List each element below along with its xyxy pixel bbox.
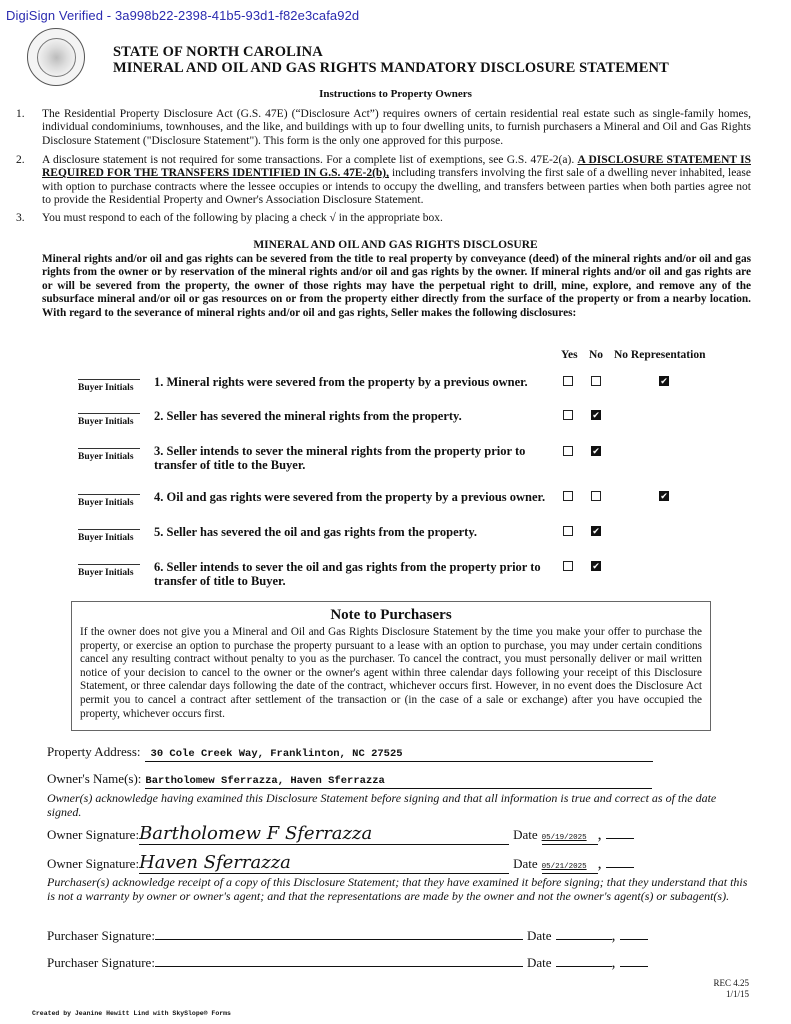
owner-signature-row-1: Owner Signature:Bartholomew F Sferrazza Date 05/19/2025 , <box>47 823 667 845</box>
year-field[interactable] <box>620 927 648 940</box>
checkbox-no[interactable] <box>591 491 601 501</box>
checkbox-no-representation[interactable] <box>659 376 669 386</box>
owners-name-label: Owner's Name(s): <box>47 771 142 786</box>
owner-signature: Bartholomew F Sferrazza <box>139 823 373 844</box>
seal-icon <box>27 28 85 86</box>
required-transfers-notice: A DISCLOSURE STATEMENT IS REQUIRED FOR THE TRANSFERS IDENTIFIED IN G.S. 47E-2(b), <box>42 154 751 180</box>
owner-signature: Haven Sferrazza <box>139 852 291 873</box>
date-field[interactable] <box>556 954 612 967</box>
checkbox-yes[interactable] <box>563 526 573 536</box>
question-text: 1. Mineral rights were severed from the property by a previous owner. <box>154 375 528 389</box>
column-header-yes: Yes <box>561 349 578 361</box>
year-field[interactable] <box>606 838 634 839</box>
checkbox-yes[interactable] <box>563 491 573 501</box>
owner-acknowledgement: Owner(s) acknowledge having examined this Disclosure Statement before signing and that all information is true and correct as of the date signed. <box>47 791 717 819</box>
column-header-no: No <box>589 349 604 361</box>
question-text: 6. Seller intends to sever the oil and gas rights from the property prior to transfer of title to Buyer. <box>154 560 541 588</box>
date-field[interactable] <box>556 927 612 940</box>
checkbox-yes[interactable] <box>563 376 573 386</box>
note-body: If the owner does not give you a Mineral and Oil and Gas Rights Disclosure Statement by the time you make your offer to purchase the property, or exercise an option to purchase the property pursuant to a lease with an option to purchase, you may under certain conditions cancel any resulting contract without penalty to you as the purchaser. To cancel the contract, you must personally deliver or mail written notice of your decision to cancel to the owner or the owner's agent within three calendar days following your receipt of this Disclosure Statement, or three calendar days following the date of the contract, whichever occurs first. However, in no event does the Disclosure Act permit you to cancel a contract after settlement of the transaction or (in the case of a sale or exchange) after you have occupied the property, whichever occurs first. <box>80 626 702 720</box>
instruction-item-2: 2. A disclosure statement is not required for some transactions. For a complete list of exemptions, see G.S. 47E-2(a). A DISCLOSURE STATEMENT IS REQUIRED FOR THE TRANSFERS IDENTIFIED IN G.S. 47E-2(b), including transfers involving the first sale of a dwelling never inhabited, lease with option to purchase contracts where the lessee occupies or intends to occupy the dwelling, and transfers between parties when both parties agree not to provide the Residential Property and Owner's Association Disclosure Statement. <box>16 154 751 206</box>
disclosure-heading: MINERAL AND OIL AND GAS RIGHTS DISCLOSURE <box>253 239 538 251</box>
document-title: MINERAL AND OIL AND GAS RIGHTS MANDATORY DISCLOSURE STATEMENT <box>113 60 669 76</box>
owners-name-row <box>47 770 657 789</box>
form-code: REC 4.25 1/1/15 <box>713 978 749 999</box>
checkbox-yes[interactable] <box>563 561 573 571</box>
checkbox-no[interactable] <box>591 410 601 420</box>
checkbox-no[interactable] <box>591 446 601 456</box>
question-text: 5. Seller has severed the oil and gas rights from the property. <box>154 525 478 539</box>
owners-name-field[interactable]: Bartholomew Sferrazza, Haven Sferrazza <box>145 770 652 789</box>
buyer-initials-field[interactable]: Buyer Initials <box>78 379 140 393</box>
note-to-purchasers-box <box>71 601 711 731</box>
year-field[interactable] <box>606 867 634 868</box>
checkbox-no[interactable] <box>591 561 601 571</box>
buyer-initials-field[interactable]: Buyer Initials <box>78 529 140 543</box>
property-address-field[interactable]: 30 Cole Creek Way, Franklinton, NC 27525 <box>145 743 653 762</box>
instruction-item-3: 3. You must respond to each of the following by placing a check √ in the appropriate box. <box>16 212 443 224</box>
disclosure-body: Mineral rights and/or oil and gas rights can be severed from the title to real property by conveyance (deed) of the mineral rights and/or oil and gas rights from the owner or by reservation of the mineral rights and/or oil and gas rights by the owner. If mineral rights and/or oil and gas rights are or will be severed from the property, the owner of those rights may have the perpetual right to drill, mine, explore, and remove any of the subsurface mineral and/or oil or gas resources on or from the property either directly from the surface of the property or from a nearby location. With regard to the severance of mineral rights and/or oil and gas rights, Seller makes the following disclosures: <box>42 253 751 319</box>
property-address-label: Property Address: <box>47 744 141 759</box>
buyer-initials-field[interactable]: Buyer Initials <box>78 448 140 462</box>
purchaser-signature-row-2: Purchaser Signature: Date , <box>47 952 667 972</box>
footer-credit: Created by Jeanine Hewitt Lind with SkySlope® Forms <box>32 1010 231 1017</box>
purchaser-signature-row-1: Purchaser Signature: Date , <box>47 925 667 945</box>
owner-signature-field[interactable] <box>139 852 509 874</box>
instruction-item-1: 1. The Residential Property Disclosure Act (G.S. 47E) (“Disclosure Act”) requires owners of certain residential real estate such as single-family homes, individual condominiums, townhouses, and the like, and buildings with up to four dwelling units, to furnish purchasers a Mineral and Oil and Gas Rights Disclosure Statement ("Disclosure Statement"). This form is the only one approved for this purpose. <box>16 108 751 147</box>
checkbox-no[interactable] <box>591 526 601 536</box>
property-address-row <box>47 743 657 762</box>
checkbox-no-representation[interactable] <box>659 491 669 501</box>
instructions-heading: Instructions to Property Owners <box>319 88 472 100</box>
buyer-initials-field[interactable]: Buyer Initials <box>78 564 140 578</box>
question-text: 4. Oil and gas rights were severed from the property by a previous owner. <box>154 490 546 504</box>
owner-signature-field[interactable] <box>139 823 509 845</box>
digisign-verification-banner: DigiSign Verified - 3a998b22-2398-41b5-93d1-f82e3cafa92d <box>6 8 360 23</box>
purchaser-signature-field[interactable] <box>155 925 523 940</box>
purchaser-signature-field[interactable] <box>155 952 523 967</box>
checkbox-no[interactable] <box>591 376 601 386</box>
date-field[interactable]: 05/21/2025 <box>542 855 598 874</box>
question-text: 3. Seller intends to sever the mineral rights from the property prior to transfer of title to the Buyer. <box>154 444 526 472</box>
year-field[interactable] <box>620 954 648 967</box>
buyer-initials-field[interactable]: Buyer Initials <box>78 413 140 427</box>
checkbox-yes[interactable] <box>563 410 573 420</box>
owner-signature-row-2: Owner Signature:Haven Sferrazza Date 05/21/2025 , <box>47 852 667 874</box>
buyer-initials-field[interactable]: Buyer Initials <box>78 494 140 508</box>
purchaser-acknowledgement: Purchaser(s) acknowledge receipt of a copy of this Disclosure Statement; that they have examined it before signing; that they understand that this is not a warranty by owner or owner's agent; and that the representations are made by the owner and not the owner's agent(s) or subagent(s). <box>47 875 748 903</box>
note-title: Note to Purchasers <box>330 607 452 623</box>
question-text: 2. Seller has severed the mineral rights from the property. <box>154 409 462 423</box>
date-field[interactable]: 05/19/2025 <box>542 826 598 845</box>
document-title-state: STATE OF NORTH CAROLINA <box>113 44 323 60</box>
column-header-no-representation: No Representation <box>614 349 706 361</box>
checkbox-yes[interactable] <box>563 446 573 456</box>
